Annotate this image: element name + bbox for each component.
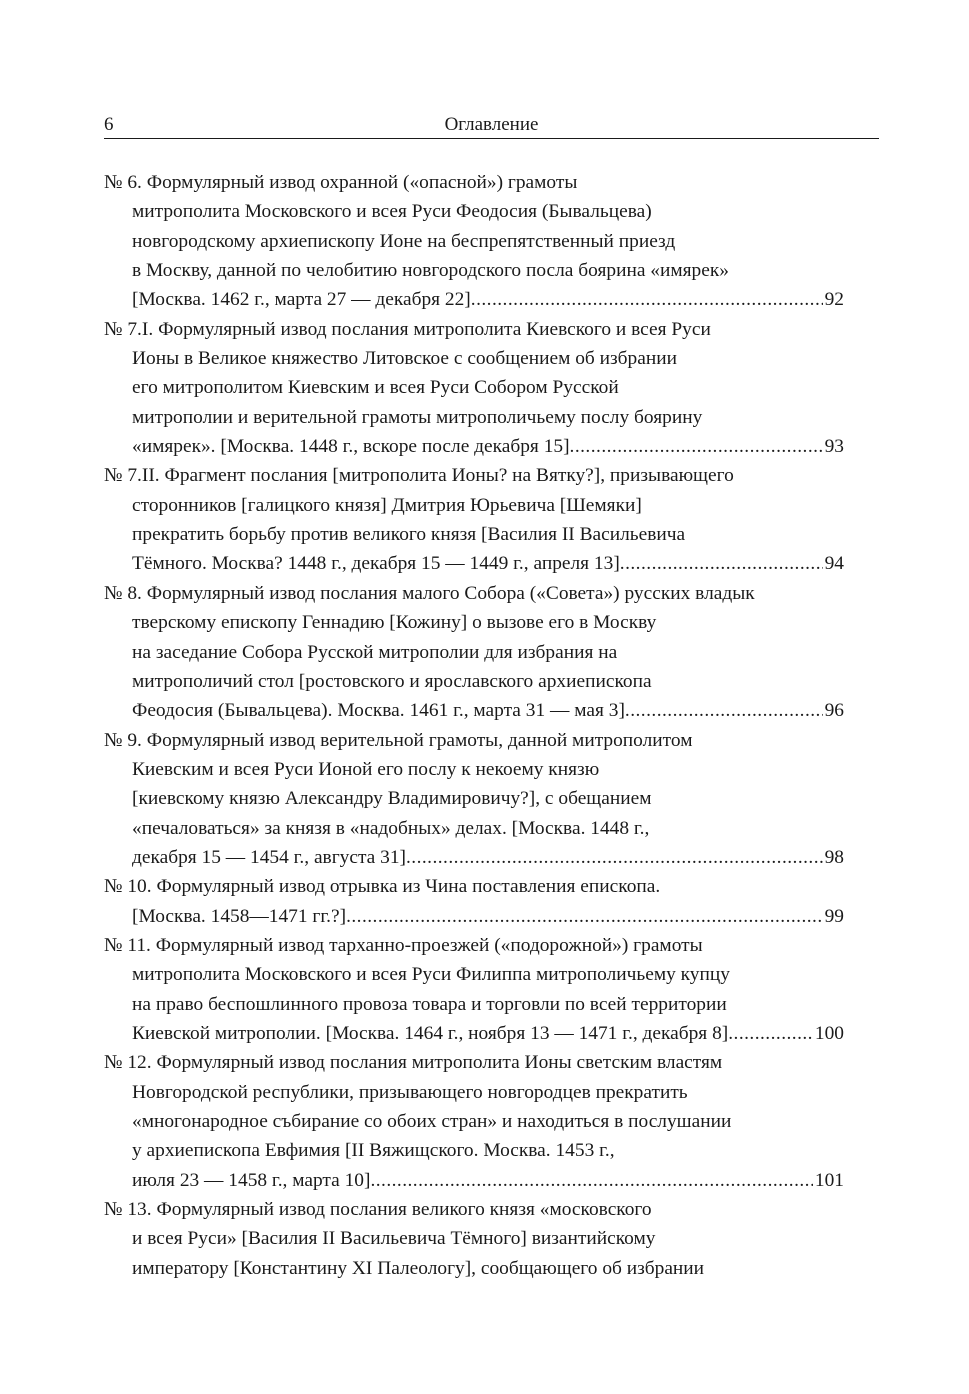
- toc-entry[interactable]: [104, 872, 844, 931]
- toc-entry[interactable]: [104, 168, 844, 315]
- toc-entry-text: Формулярный извод тарханно-проезжей («подорожной») грамоты: [155, 934, 703, 956]
- toc-entry-text: Формулярный извод послания великого князя «московского: [156, 1199, 652, 1221]
- toc-entry-line: митрополита Московского и всея Руси Филиппа митрополичьему купцу: [132, 964, 730, 986]
- dot-leader: [471, 285, 823, 314]
- toc-entry-title: [104, 461, 844, 490]
- toc-entry-text: Формулярный извод отрывка из Чина поставления епископа.: [156, 876, 661, 898]
- toc-entry-line: митрополии и верительной грамоты митрополичьему послу боярину: [132, 406, 703, 428]
- dot-leader: [346, 902, 823, 931]
- toc-entry-text: Формулярный извод верительной грамоты, данной митрополитом: [146, 729, 693, 751]
- toc-entry-text: Формулярный извод послания митрополита Ионы светским властям: [156, 1052, 723, 1074]
- toc-entry-line: у архиепископа Евфимия [II Вяжищского. Москва. 1453 г.,: [132, 1140, 615, 1162]
- toc-entry-number: № 12.: [104, 1052, 152, 1074]
- toc-entry-number: № 13.: [104, 1199, 152, 1221]
- toc-entry[interactable]: [104, 726, 844, 873]
- toc-entry-line: Ионы в Великое княжество Литовское с сообщением об избрании: [132, 348, 677, 370]
- toc-entry-line: «имярек». [Москва. 1448 г., вскоре после декабря 15]: [132, 436, 570, 458]
- toc-entry-page-number[interactable]: 101: [814, 1169, 844, 1191]
- toc-entry-line: Феодосия (Бывальцева). Москва. 1461 г., марта 31 — мая 3]: [132, 700, 625, 722]
- toc-entry-line: [Москва. 1458—1471 гг.?]: [132, 905, 347, 927]
- toc-entry-leader-line: [104, 843, 844, 872]
- toc-entry-title: [104, 726, 844, 755]
- toc-entry-page-number[interactable]: 99: [824, 905, 844, 927]
- toc-entry-line: Киевской митрополии. [Москва. 1464 г., ноября 13 — 1471 г., декабря 8]: [132, 1022, 729, 1044]
- dot-leader: [570, 432, 823, 461]
- toc-entry-line: в Москву, данной по челобитию новгородского посла боярина «имярек»: [132, 260, 729, 282]
- toc-entry[interactable]: [104, 1195, 844, 1283]
- toc-entry-text: Формулярный извод охранной («опасной») грамоты: [146, 172, 578, 193]
- toc-entry-number: № 9.: [104, 729, 142, 751]
- toc-entry-text: Формулярный извод послания митрополита Киевского и всея Руси: [158, 318, 711, 340]
- toc-entry-title: [104, 872, 844, 901]
- toc-entry-title: [104, 579, 844, 608]
- toc-entry-text: Формулярный извод послания малого Собора («Совета») русских владык: [146, 582, 755, 604]
- dot-leader: [406, 843, 823, 872]
- toc-entry-line: [киевскому князю Александру Владимировичу?], с обещанием: [132, 788, 652, 810]
- toc-entry-title: [104, 315, 844, 344]
- toc-entry-number: № 10.: [104, 876, 152, 898]
- toc-entry-page-number[interactable]: 94: [824, 553, 844, 575]
- toc-entry-number: № 7.I.: [104, 318, 154, 340]
- page-number: 6: [104, 114, 114, 135]
- running-title: Оглавление: [444, 114, 539, 135]
- toc-entry-line: его митрополитом Киевским и всея Руси Собором Русской: [132, 377, 619, 399]
- toc-entry-line: императору [Константину XI Палеологу], сообщающего об избрании: [132, 1257, 705, 1279]
- toc-entry-number: № 8.: [104, 582, 142, 604]
- toc-entry-number: № 6.: [104, 172, 142, 193]
- dot-leader: [625, 696, 823, 725]
- toc-entry-text: Фрагмент послания [митрополита Ионы? на Вятку?], призывающего: [164, 465, 734, 487]
- toc-entry-leader-line: [104, 696, 844, 725]
- toc-entry-title: [104, 1048, 844, 1077]
- toc-entry-page-number[interactable]: 93: [824, 436, 844, 458]
- table-of-contents: [104, 168, 844, 1283]
- toc-entry-page-number[interactable]: 92: [824, 289, 844, 311]
- page-header: [104, 112, 879, 138]
- toc-entry-line: «многонародное събирание со обоих стран» и находиться в послушании: [132, 1111, 732, 1132]
- toc-entry-leader-line: [104, 285, 844, 314]
- toc-entry-line: новгородскому архиепископу Ионе на беспрепятственный приезд: [132, 230, 676, 252]
- toc-entry-leader-line: [104, 1019, 844, 1048]
- toc-entry-line: Тёмного. Москва? 1448 г., декабря 15 — 1449 г., апреля 13]: [132, 553, 620, 575]
- toc-entry-title: [104, 931, 844, 960]
- toc-entry-line: июля 23 — 1458 г., марта 10]: [132, 1169, 371, 1191]
- toc-entry-line: митрополичий стол [ростовского и ярославского архиепископа: [132, 670, 652, 692]
- toc-entry-title: [104, 168, 844, 197]
- dot-leader: [370, 1166, 812, 1195]
- toc-entry-line: декабря 15 — 1454 г., августа 31]: [132, 846, 406, 868]
- toc-entry-title: [104, 1195, 844, 1224]
- toc-entry-line: [Москва. 1462 г., марта 27 — декабря 22]: [132, 289, 471, 311]
- toc-entry[interactable]: [104, 931, 844, 1048]
- toc-entry-leader-line: [104, 432, 844, 461]
- toc-entry-leader-line: [104, 549, 844, 578]
- toc-entry-line: Киевским и всея Руси Ионой его послу к некоему князю: [132, 758, 600, 780]
- toc-entry-number: № 7.II.: [104, 465, 160, 487]
- header-rule: [104, 138, 879, 139]
- toc-entry-line: тверскому епископу Геннадию [Кожину] о вызове его в Москву: [132, 612, 657, 634]
- toc-entry[interactable]: [104, 1048, 844, 1195]
- toc-entry-line: «печаловаться» за князя в «надобных» делах. [Москва. 1448 г.,: [132, 817, 650, 839]
- toc-entry-line: сторонников [галицкого князя] Дмитрия Юрьевича [Шемяки]: [132, 494, 642, 516]
- toc-entry-line: на заседание Собора Русской митрополии для избрания на: [132, 641, 618, 663]
- toc-entry-line: на право беспошлинного провоза товара и торговли по всей территории: [132, 993, 727, 1015]
- toc-entry-line: митрополита Московского и всея Руси Феодосия (Бывальцева): [132, 201, 652, 223]
- dot-leader: [620, 549, 823, 578]
- toc-entry-leader-line: [104, 902, 844, 931]
- toc-entry[interactable]: [104, 315, 844, 462]
- toc-entry-page-number[interactable]: 100: [814, 1022, 844, 1044]
- toc-entry[interactable]: [104, 461, 844, 578]
- dot-leader: [728, 1019, 813, 1048]
- toc-entry[interactable]: [104, 579, 844, 726]
- toc-entry-page-number[interactable]: 98: [824, 846, 844, 868]
- toc-entry-line: Новгородской республики, призывающего новгородцев прекратить: [132, 1081, 688, 1103]
- toc-entry-number: № 11.: [104, 934, 151, 956]
- toc-entry-page-number[interactable]: 96: [824, 700, 844, 722]
- toc-entry-line: прекратить борьбу против великого князя [Василия II Васильевича: [132, 524, 686, 546]
- toc-entry-line: и всея Руси» [Василия II Васильевича Тёмного] византийскому: [132, 1228, 656, 1250]
- toc-entry-leader-line: [104, 1166, 844, 1195]
